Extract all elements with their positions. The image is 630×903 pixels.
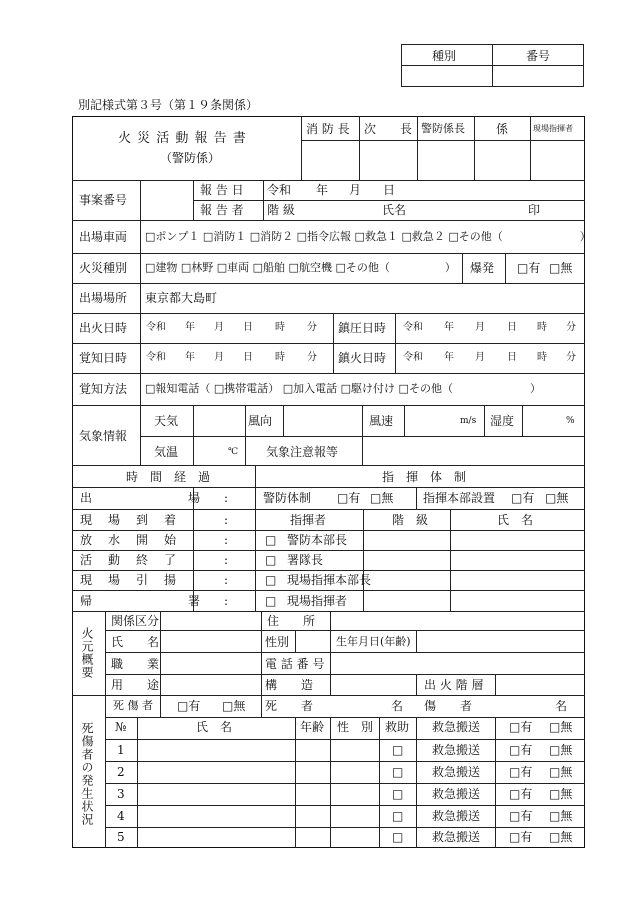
defense-system-no[interactable]: □無 [370, 491, 394, 505]
casualty-row-3-no: 3 [117, 787, 125, 801]
category-field[interactable] [402, 66, 491, 86]
wind-speed-unit: m/s [460, 416, 477, 426]
suppressed-month: 月 [475, 322, 485, 333]
casualty-row-1-no-check[interactable]: □無 [549, 743, 573, 757]
casualties-no[interactable]: □無 [222, 699, 246, 713]
origin-relation-label: 関係区分 [111, 614, 160, 628]
report-era: 令和 [267, 183, 292, 197]
casualty-no-header: № [115, 720, 127, 734]
command-header: 指 揮 体 制 [382, 470, 467, 484]
casualty-row-3-yes[interactable]: □有 [509, 787, 533, 801]
role-hq-chief: 警防本部長 [287, 533, 348, 547]
casualty-name-header: 氏 名 [196, 720, 233, 734]
fire-type-label: 火災種別 [79, 261, 128, 275]
origin-name-label: 氏 名 [111, 635, 160, 649]
extinguished-minute: 分 [566, 352, 576, 363]
outbreak-year: 年 [185, 322, 195, 333]
wind-direction-label: 風向 [248, 414, 273, 428]
approval-chief: 消 防 長 [306, 122, 350, 136]
suppressed-hour: 時 [537, 322, 547, 333]
notify-method-label: 覚知方法 [79, 382, 128, 396]
report-month: 月 [349, 183, 362, 197]
origin-phone-label: 電 話 番 号 [265, 657, 325, 671]
casualty-status-label: 死傷者の発生状況 [80, 722, 94, 826]
timeline-water-start: 放 水 開 始 [80, 533, 179, 547]
timeline-arrival: 現 場 到 着 [80, 513, 179, 527]
vehicles-options[interactable]: □ポンプ１ □消防１ □消防２ □指令広報 □救急１ □救急２ □その他（ ） [145, 230, 591, 243]
weather-advisory-label: 気象注意報等 [266, 445, 339, 459]
extinguished-day: 日 [507, 352, 517, 363]
casualty-row-3-transport: 救急搬送 [432, 787, 481, 801]
suppressed-minute: 分 [566, 322, 576, 333]
temperature-unit: ℃ [228, 447, 239, 457]
weather-sky-field[interactable] [194, 406, 244, 435]
commander-rank-header: 階 級 [392, 513, 429, 527]
form-reference: 別記様式第３号（第１９条関係） [78, 98, 259, 112]
reporter-name-label: 氏名 [382, 203, 407, 217]
wind-speed-label: 風速 [369, 414, 394, 428]
suppressed-day: 日 [507, 322, 517, 333]
timeline-colon-2[interactable]: : [224, 513, 229, 527]
casualty-row-2-no: 2 [117, 765, 125, 779]
commander-name-header: 氏 名 [497, 513, 534, 527]
approval-site-commander: 現場指揮者 [533, 124, 573, 133]
defense-system-yes[interactable]: □有 [337, 491, 361, 505]
casualty-row-1-transport: 救急搬送 [432, 743, 481, 757]
casualty-row-5-no-check[interactable]: □無 [549, 830, 573, 844]
seal-box-section-chief[interactable] [418, 141, 473, 179]
casualty-row-5-transport: 救急搬送 [432, 830, 481, 844]
casualty-row-5-rescue[interactable]: □ [392, 830, 404, 844]
role-check-2[interactable]: □ [265, 553, 277, 567]
origin-sex-label: 性別 [265, 635, 290, 649]
injured-unit: 名 [555, 699, 568, 713]
detected-datetime-label: 覚知日時 [79, 351, 128, 365]
origin-use-label: 用 途 [111, 678, 160, 692]
casualty-row-5-yes[interactable]: □有 [509, 830, 533, 844]
location-label: 出場場所 [79, 291, 128, 305]
role-station-chief: 署隊長 [287, 553, 324, 567]
seal-box-staff[interactable] [475, 141, 529, 179]
casualty-row-4-rescue[interactable]: □ [392, 809, 404, 823]
casualty-row-5-no: 5 [117, 830, 125, 844]
outbreak-day: 日 [243, 322, 253, 333]
casualty-row-1-yes[interactable]: □有 [509, 743, 533, 757]
outbreak-datetime-label: 出火日時 [79, 321, 128, 335]
timeline-colon-5[interactable]: : [224, 573, 229, 587]
casualty-transport-no-header[interactable]: □無 [549, 720, 573, 734]
casualty-row-4-yes[interactable]: □有 [509, 809, 533, 823]
role-check-4[interactable]: □ [265, 594, 277, 608]
humidity-label: 湿度 [490, 414, 515, 428]
detected-era: 令和 [146, 352, 166, 363]
detected-year: 年 [185, 352, 195, 363]
wind-direction-field[interactable] [284, 406, 361, 435]
reporter-label: 報 告 者 [200, 203, 244, 217]
casualty-age-header: 年齢 [300, 720, 325, 734]
case-number-label: 事案番号 [79, 193, 128, 207]
origin-floor-label: 出 火 階 層 [424, 678, 484, 692]
weather-label: 気象情報 [79, 429, 128, 443]
number-field[interactable] [493, 66, 583, 86]
approval-section-chief: 警防係長 [421, 122, 465, 135]
casualty-row-3-rescue[interactable]: □ [392, 787, 404, 801]
case-number-field[interactable] [141, 181, 192, 219]
extinguished-era: 令和 [403, 352, 423, 363]
report-day: 日 [383, 183, 396, 197]
timeline-colon-4[interactable]: : [224, 553, 229, 567]
casualty-row-2-no-check[interactable]: □無 [549, 765, 573, 779]
outbreak-minute: 分 [307, 322, 317, 333]
casualty-row-2-transport: 救急搬送 [432, 765, 481, 779]
timeline-colon-6[interactable]: : [224, 594, 229, 608]
explosion-yes[interactable]: □有 [517, 261, 541, 275]
outbreak-month: 月 [214, 322, 224, 333]
detected-hour: 時 [275, 352, 285, 363]
dead-label: 死 者 [265, 699, 314, 713]
approval-staff: 係 [496, 122, 509, 136]
temperature-label: 気温 [154, 445, 179, 459]
notify-method-options[interactable]: □報知電話（ □携帯電話） □加入電話 □駆け付け □その他（ ） [145, 382, 541, 395]
role-site-hq-chief: 現場指揮本部長 [287, 573, 372, 587]
hq-setup-no[interactable]: □無 [545, 491, 569, 505]
timeline-activity-end: 活 動 終 了 [80, 553, 179, 567]
seal-box-site-commander[interactable] [531, 141, 584, 179]
casualty-transport-yes-header[interactable]: □有 [509, 720, 533, 734]
casualty-row-4-no: 4 [117, 809, 125, 823]
casualties-label: 死 傷 者 [113, 699, 153, 712]
suppressed-datetime-label: 鎮圧日時 [338, 321, 387, 335]
origin-birth-label: 生年月日(年齢) [336, 635, 411, 648]
role-check-1[interactable]: □ [265, 533, 277, 547]
casualty-transport-header: 救急搬送 [432, 720, 481, 734]
detected-minute: 分 [307, 352, 317, 363]
extinguished-datetime-label: 鎮火日時 [338, 351, 387, 365]
timeline-header: 時 間 経 過 [126, 470, 211, 484]
origin-address-label: 住 所 [267, 614, 316, 628]
casualty-row-2-yes[interactable]: □有 [509, 765, 533, 779]
category-label: 種別 [432, 49, 457, 63]
casualty-row-1-rescue[interactable]: □ [392, 743, 404, 757]
timeline-return: 帰 署 [80, 594, 207, 608]
detected-month: 月 [214, 352, 224, 363]
report-date-label: 報 告 日 [200, 183, 244, 197]
origin-overview-label: 火元概要 [80, 627, 94, 679]
vehicles-label: 出場車両 [79, 230, 128, 244]
casualty-rescue-header: 救助 [385, 720, 410, 734]
casualty-row-3-no-check[interactable]: □無 [549, 787, 573, 801]
report-year: 年 [316, 183, 329, 197]
timeline-colon-3[interactable]: : [224, 533, 229, 547]
detected-day: 日 [243, 352, 253, 363]
timeline-withdraw: 現 場 引 揚 [80, 573, 179, 587]
origin-job-label: 職 業 [111, 657, 160, 671]
suppressed-era: 令和 [403, 322, 423, 333]
seal-box-deputy[interactable] [360, 141, 416, 179]
extinguished-month: 月 [475, 352, 485, 363]
origin-structure-label: 構 造 [265, 678, 314, 692]
role-site-commander: 現場指揮者 [287, 594, 348, 608]
location-value[interactable]: 東京都大島町 [145, 291, 218, 305]
casualties-yes[interactable]: □有 [177, 699, 201, 713]
approval-deputy: 次 長 [364, 122, 413, 136]
humidity-unit: % [566, 416, 575, 426]
suppressed-year: 年 [444, 322, 454, 333]
outbreak-hour: 時 [275, 322, 285, 333]
casualty-row-4-no-check[interactable]: □無 [549, 809, 573, 823]
extinguished-year: 年 [444, 352, 454, 363]
report-title: 火 災 活 動 報 告 書 [118, 131, 247, 146]
outbreak-era: 令和 [146, 322, 166, 333]
role-check-3[interactable]: □ [265, 573, 277, 587]
report-subtitle: （警防係） [160, 151, 221, 165]
timeline-dispatch: 出 場 [80, 491, 207, 505]
seal-box-chief[interactable] [302, 141, 358, 179]
hq-setup-label: 指揮本部設置 [423, 491, 496, 505]
commander-header: 指揮者 [290, 513, 327, 527]
hq-setup-yes[interactable]: □有 [511, 491, 535, 505]
casualty-row-2-rescue[interactable]: □ [392, 765, 404, 779]
reporter-rank-label: 階 級 [267, 203, 295, 217]
fire-type-options[interactable]: □建物 □林野 □車両 □船舶 □航空機 □その他（ ） [145, 261, 456, 274]
weather-sky-label: 天気 [154, 414, 179, 428]
casualty-row-4-transport: 救急搬送 [432, 809, 481, 823]
extinguished-hour: 時 [537, 352, 547, 363]
dead-unit: 名 [391, 699, 404, 713]
defense-system-label: 警防体制 [263, 491, 312, 505]
casualty-row-1-no: 1 [117, 743, 125, 757]
injured-label: 傷 者 [424, 699, 473, 713]
number-label: 番号 [526, 49, 551, 63]
explosion-label: 爆発 [470, 261, 495, 275]
weather-advisory-field[interactable] [363, 437, 584, 464]
explosion-no[interactable]: □無 [549, 261, 573, 275]
casualty-sex-header: 性 別 [337, 720, 374, 734]
reporter-seal: 印 [528, 203, 541, 217]
timeline-colon-1[interactable]: : [224, 491, 229, 505]
